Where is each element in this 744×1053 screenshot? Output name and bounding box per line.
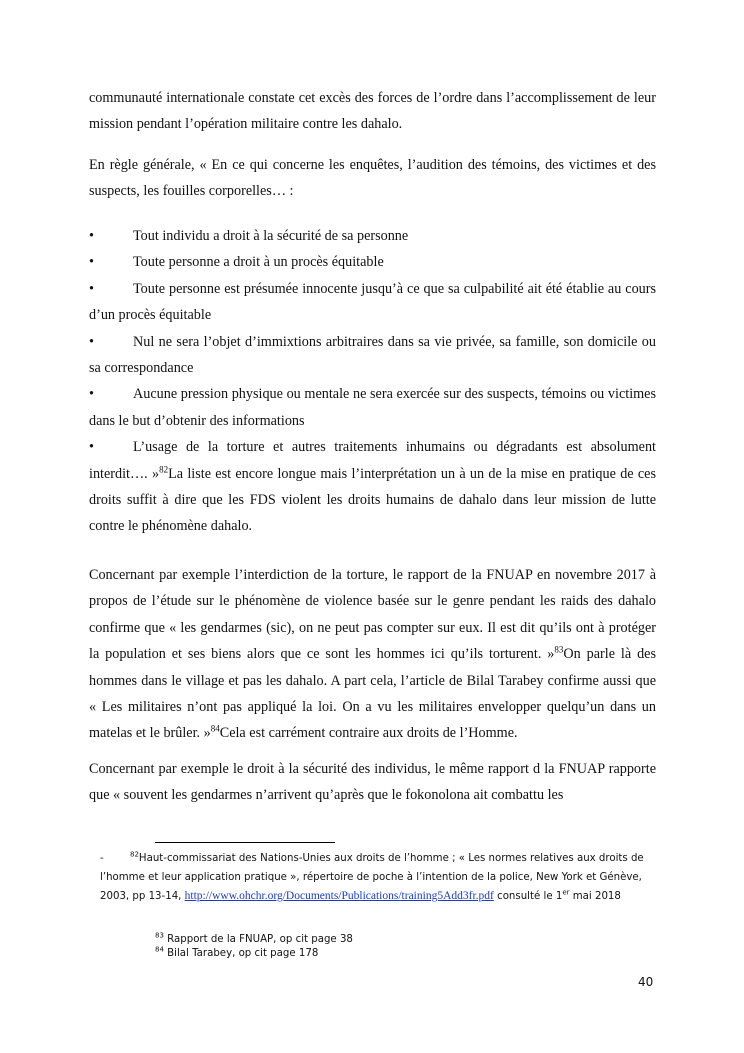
bullet-item xyxy=(89,329,656,382)
footnote-text: consulté le 1 xyxy=(493,891,563,902)
bullet-text: Tout individu a droit à la sécurité de sa personne xyxy=(133,228,409,244)
footnote-ref-82: 82 xyxy=(159,463,169,474)
bullet-icon: • xyxy=(89,280,94,297)
bullet-icon: • xyxy=(89,254,94,271)
footnote-number: 84 xyxy=(155,945,164,954)
footnote-83 xyxy=(155,933,353,947)
paragraph-segment: Concernant par exemple l’interdiction de la torture, le rapport de la FNUAP en novembre 2017 à propos de l’étude sur le phénomène de violence basée sur le genre pendant les raids des dahalo confirme que « les gendarmes (sic), on ne peut pas compter sur eux. Il est dit qu’ils ont à protéger la population et ses biens alors que ce sont les hommes ici qu’ils torturent. » xyxy=(89,567,656,663)
footnote-number: 83 xyxy=(155,931,164,940)
footnote-text: mai 2018 xyxy=(569,891,621,902)
paragraph-text xyxy=(89,562,656,747)
rights-bullet-list xyxy=(89,223,656,540)
bullet-text: Toute personne est présumée innocente jusqu’à ce que sa culpabilité ait été établie au cours d’un procès équitable xyxy=(89,280,656,324)
bullet-item xyxy=(89,434,656,540)
page-number: 40 xyxy=(638,975,654,989)
bullet-item xyxy=(89,276,656,329)
bullet-icon: • xyxy=(89,386,94,403)
bullet-text: Toute personne a droit à un procès équitable xyxy=(133,254,384,271)
paragraph-segment: On parle là des hommes dans le village et pas les dahalo. A part cela, l’article de Bilal Tarabey confirme aussi que « Les militaires n’ont pas appliqué la loi. On a vu les militaires envelopper quelqu’un dans un matelas et le brûler. » xyxy=(89,646,656,742)
paragraph-security xyxy=(89,756,656,809)
footnote-link[interactable]: http://www.ohchr.org/Documents/Publications/training5Add3fr.pdf xyxy=(184,890,494,902)
footnote-text: Bilal Tarabey, op cit page 178 xyxy=(163,948,319,959)
bullet-icon: • xyxy=(89,228,94,244)
paragraph-text: En règle générale, « En ce qui concerne les enquêtes, l’audition des témoins, des victimes et des suspects, les fouilles corporelles… : xyxy=(89,157,656,200)
footnote-number: 82 xyxy=(130,850,139,859)
footnote-text: Haut-commissariat des Nations-Unies aux droits de l’homme ; « Les normes relatives aux droits de l’homme et leur application pratique », répertoire de poche à l’intention de la police, New York et Génève, 2003, pp 13-14, xyxy=(100,853,644,902)
paragraph-2 xyxy=(89,152,656,205)
bullet-item xyxy=(89,249,656,275)
footnote-superscript: er xyxy=(562,888,570,897)
footnote-82 xyxy=(100,850,660,907)
paragraph-text: Concernant par exemple le droit à la sécurité des individus, le même rapport d la FNUAP rapporte que « souvent les gendarmes n’arrivent qu’après que le fokonolona ait combattu les xyxy=(89,761,656,804)
footnote-separator xyxy=(155,842,335,843)
bullet-text: L’usage de la torture et autres traitements inhumains ou dégradants est absolument interdit…. » xyxy=(89,439,656,482)
footnote-84 xyxy=(155,947,318,961)
footnote-text: Rapport de la FNUAP, op cit page 38 xyxy=(163,934,353,945)
bullet-text: Nul ne sera l’objet d’immixtions arbitraires dans sa vie privée, sa famille, son domicile ou sa correspondance xyxy=(89,333,656,377)
paragraph-text: communauté internationale constate cet excès des forces de l’ordre dans l’accomplissement de leur mission pendant l’opération militaire contre les dahalo. xyxy=(89,90,656,133)
bullet-icon: • xyxy=(89,439,94,456)
bullet-icon: • xyxy=(89,333,94,350)
paragraph-segment: Cela est carrément contraire aux droits de l’Homme. xyxy=(219,725,518,742)
paragraph-torture xyxy=(89,562,656,747)
bullet-item xyxy=(89,223,656,249)
bullet-continuation: La liste est encore longue mais l’interprétation un à un de la mise en pratique de ces droits suffit à dire que les FDS violent les droits humains de dahalo dans leur mission de lutte contre le phénomène dahalo. xyxy=(89,465,656,535)
bullet-item xyxy=(89,381,656,434)
footnote-dash: - xyxy=(100,853,104,864)
footnote-ref-83: 83 xyxy=(554,644,564,655)
bullet-text: Aucune pression physique ou mentale ne sera exercée sur des suspects, témoins ou victimes dans le but d’obtenir des informations xyxy=(89,386,656,429)
paragraph-1 xyxy=(89,85,656,138)
footnote-ref-84: 84 xyxy=(210,723,220,734)
